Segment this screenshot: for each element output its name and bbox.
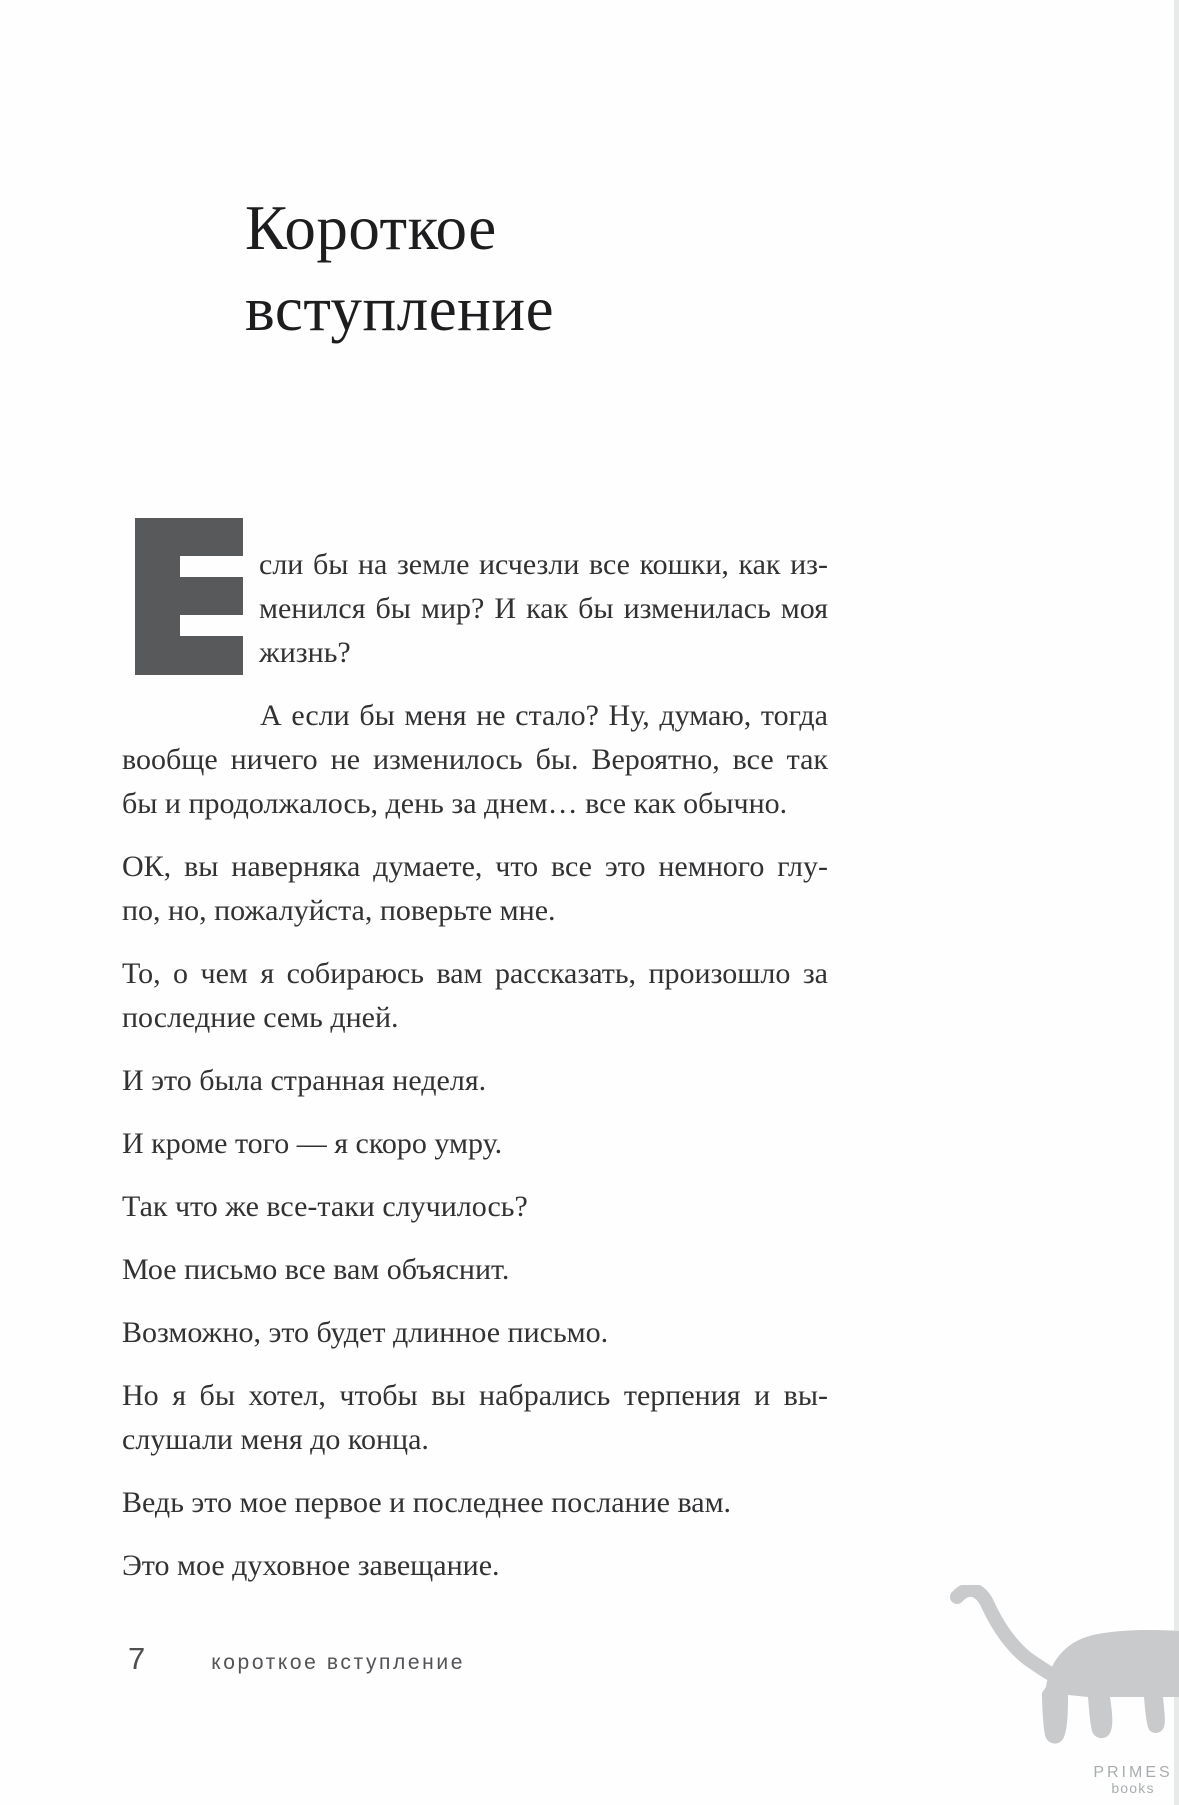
body-line: И это была странная неделя. — [122, 1064, 487, 1097]
body-line: И кроме того — я скоро умру. — [122, 1127, 503, 1160]
body-line: Так что же все-таки случилось? — [122, 1190, 528, 1223]
publisher-sub: books — [1111, 1780, 1155, 1796]
body-line: последние семь дней. — [122, 1001, 399, 1034]
drop-cap-notch — [180, 615, 243, 636]
body-line: Но я бы хотел, чтобы вы набрались терпения и вы- — [122, 1379, 828, 1412]
cat-silhouette-icon — [950, 1585, 1179, 1750]
body-line: сли бы на земле исчезли все кошки, как из- — [259, 548, 828, 581]
body-line: менился бы мир? И как бы изменилась моя — [259, 592, 828, 625]
drop-cap-notch — [180, 556, 243, 577]
paragraph — [122, 1059, 828, 1103]
chapter-title-line-2: вступление — [245, 274, 555, 344]
page-number: 7 — [128, 1641, 146, 1676]
publisher-watermark — [1093, 1764, 1173, 1796]
body-line: ОК, вы наверняка думаете, что все это немного глу- — [122, 850, 828, 883]
publisher-brand: PRIMES — [1093, 1764, 1173, 1781]
chapter-title-line-1: Короткое — [245, 193, 497, 263]
body-line: Ведь это мое первое и последнее послание вам. — [122, 1486, 732, 1519]
body-line: жизнь? — [259, 636, 351, 669]
body-line: Это мое духовное завещание. — [122, 1549, 500, 1582]
paragraph — [122, 1248, 828, 1292]
paragraph — [122, 845, 828, 933]
body-line: по, но, пожалуйста, поверьте мне. — [122, 894, 556, 927]
body-line: А если бы меня не стало? Ну, думаю, тогда — [260, 699, 828, 732]
paragraph — [122, 1374, 828, 1462]
page-edge-shadow — [1174, 0, 1179, 1805]
paragraph — [122, 1185, 828, 1229]
paragraph — [122, 1481, 828, 1525]
body-line: Возможно, это будет длинное письмо. — [122, 1316, 609, 1349]
body-line: слушали меня до конца. — [122, 1423, 429, 1456]
paragraph — [122, 1311, 828, 1355]
paragraph — [122, 694, 828, 826]
paragraph — [122, 1544, 828, 1588]
paragraph — [122, 1122, 828, 1166]
body-text — [122, 543, 828, 1588]
paragraph — [122, 952, 828, 1040]
body-line: Мое письмо все вам объяснит. — [122, 1253, 510, 1286]
chapter-title — [245, 188, 554, 350]
paragraph — [122, 543, 828, 675]
body-line: бы и продолжалось, день за днем… все как обычно. — [122, 787, 788, 820]
body-line: То, о чем я собираюсь вам рассказать, произошло за — [122, 957, 828, 990]
body-line: вообще ничего не изменилось бы. Вероятно, все так — [122, 743, 828, 776]
page-footer — [128, 1641, 465, 1677]
drop-cap-letter — [135, 518, 243, 675]
running-title: короткое вступление — [211, 1651, 465, 1674]
